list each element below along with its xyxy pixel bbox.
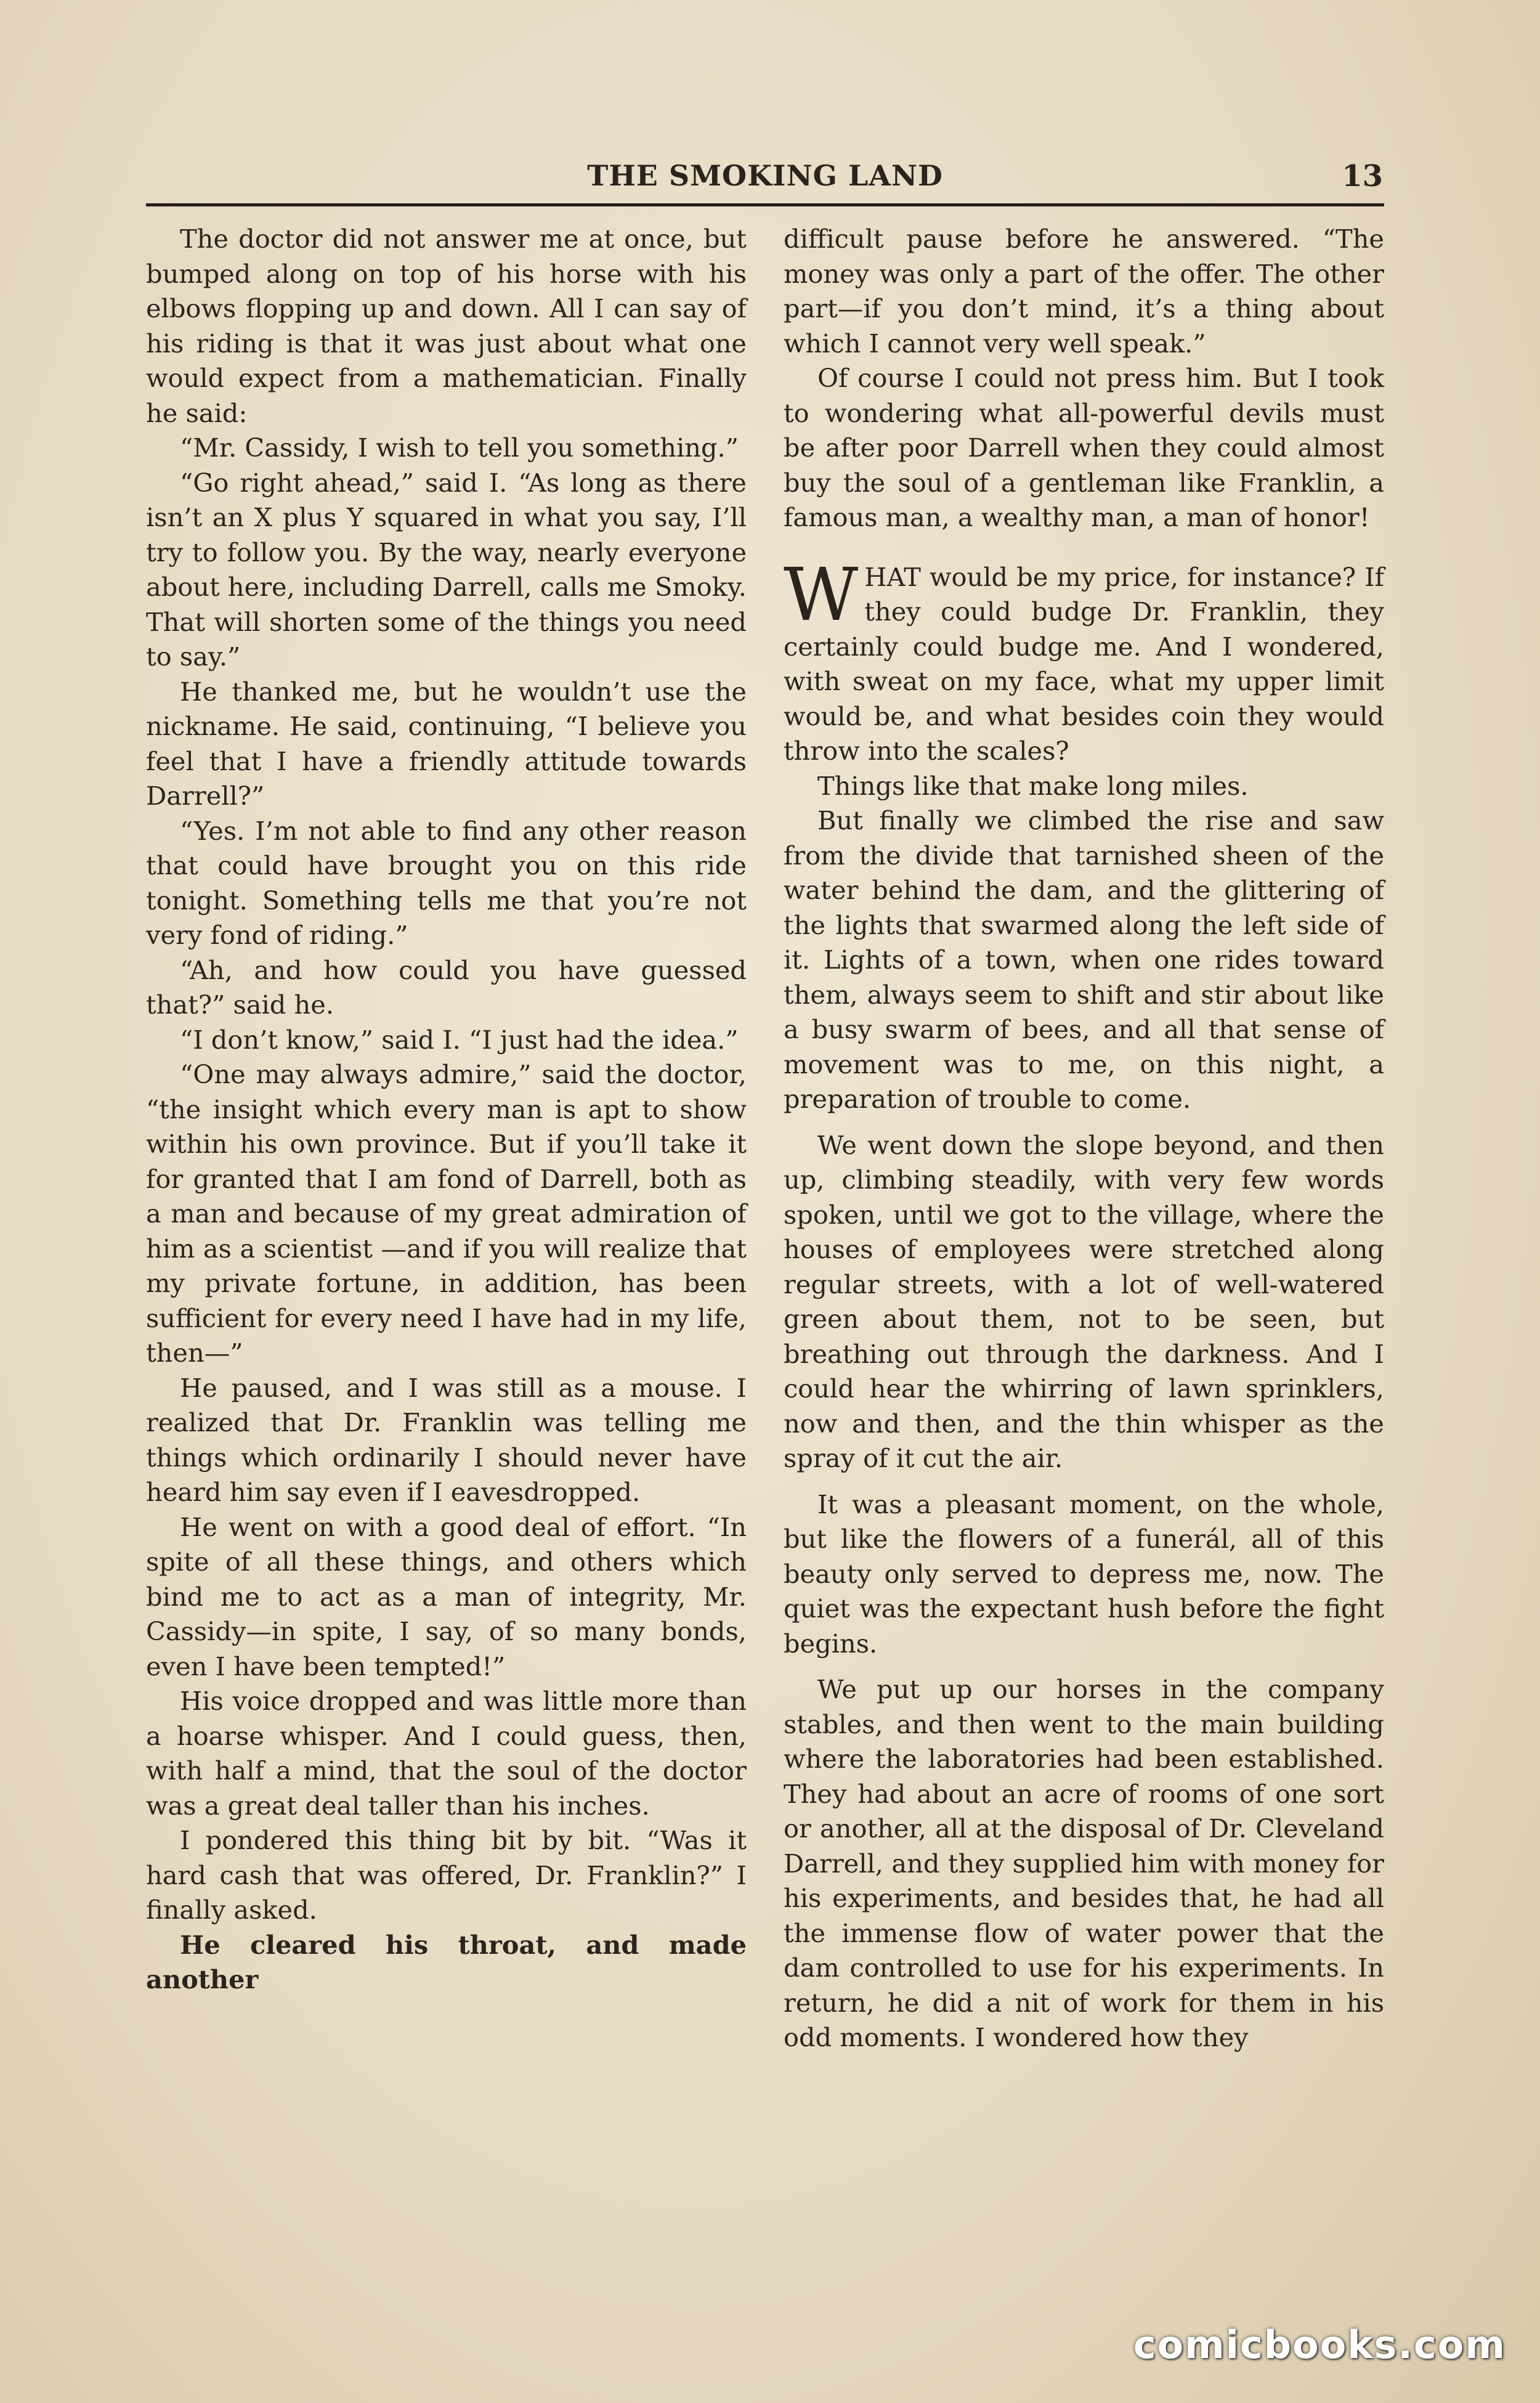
paragraph: “Mr. Cassidy, I wish to tell you something.” (180, 433, 739, 463)
left-column (146, 222, 747, 1998)
paragraph: The doctor did not answer me at once, but bumped along on top of his horse with his elbows flopping up and down. All I can say of his riding is that it was just about what one would expect from a mathematician. Finally he said: (146, 224, 747, 428)
section-opening-paragraph (784, 551, 1384, 769)
paragraph: “Ah, and how could you have guessed that?” said he. (146, 954, 747, 1020)
paragraph: “Yes. I’m not able to find any other reason that could have brought you on this ride tonight. Something tells me that you’re not very fond of riding.” (146, 815, 747, 950)
right-column (784, 222, 1384, 2055)
paragraph: He thanked me, but he wouldn’t use the nickname. He said, continuing, “I believe you feel that I have a friendly attitude towards Darrell?” (146, 676, 747, 811)
paragraph: He went on with a good deal of effort. “In spite of all these things, and others which bind me to act as a man of integrity, Mr. Cassidy—in spite, I say, of so many bonds, even I have been tempted!” (146, 1511, 747, 1681)
site-watermark: comicbooks.com (1133, 2322, 1506, 2367)
drop-cap: W (784, 551, 859, 637)
paragraph: We went down the slope beyond, and then up, climbing steadily, with very few words spoken, until we got to the village, where the houses of employees were stretched along regular streets, with a lot of well-watered green about them, not to be seen, but breathing out through the darkness. And I could hear the whirring of lawn sprinklers, now and then, and the thin whisper as the spray of it cut the air. (784, 1129, 1384, 1473)
paragraph: “One may always admire,” said the doctor, “the insight which every man is apt to show within his own province. But if you’ll take it for granted that I am fond of Darrell, both as a man and because of my great admiration of him as a scientist —and if you will realize that my private fortune, in addition, has been sufficient for every need I have had in my life, then—” (146, 1059, 747, 1368)
paragraph: “Go right ahead,” said I. “As long as there isn’t an X plus Y squared in what you say, I’ll try to follow you. By the way, nearly everyone about here, including Darrell, calls me Smoky. That will shorten some of the things you need to say.” (146, 467, 747, 672)
paragraph: His voice dropped and was little more than a hoarse whisper. And I could guess, then, with half a mind, that the soul of the doctor was a great deal taller than his inches. (146, 1686, 747, 1821)
paragraph: Of course I could not press him. But I took to wondering what all-powerful devils must be after poor Darrell when they could almost buy the soul of a gentleman like Franklin, a famous man, a wealthy man, a man of honor! (784, 363, 1384, 532)
paragraph: But finally we climbed the rise and saw from the divide that tarnished sheen of the water behind the dam, and the glittering of the lights that swarmed along the left side of it. Lights of a town, when one rides toward them, always seem to shift and stir about like a busy swarm of bees, and all that sense of movement was to me, on this night, a preparation of trouble to come. (784, 805, 1384, 1114)
paragraph: Things like that make long miles. (817, 770, 1249, 801)
page-number: 13 (1342, 159, 1383, 193)
paragraph: We put up our horses in the company stables, and then went to the main building where the laboratories had been established. They had about an acre of rooms of one sort or another, all at the disposal of Dr. Cleveland Darrell, and they supplied him with money for his experiments, and besides that, he had all the immense flow of water power that the dam controlled to use for his experiments. In return, he did a nit of work for them in his odd moments. I wondered how they (784, 1674, 1384, 2052)
paragraph-continued: He cleared his throat, and made another (146, 1929, 747, 1994)
paragraph: It was a pleasant moment, on the whole, but like the flowers of a funerál, all of this beauty only served to depress me, now. The quiet was the expectant hush before the fight begins. (784, 1489, 1384, 1659)
paragraph: I pondered this thing bit by bit. “Was it hard cash that was offered, Dr. Franklin?” I finally asked. (146, 1825, 747, 1925)
running-title: THE SMOKING LAND (587, 159, 943, 192)
section-opening-text: HAT would be my price, for instance? If they could budge Dr. Franklin, they certainly could budge me. And I wondered, with sweat on my face, what my upper limit would be, and what besides coin they would throw into the scales? (784, 561, 1384, 766)
header-rule (146, 203, 1384, 206)
page-header (146, 154, 1384, 203)
paragraph: “I don’t know,” said I. “I just had the idea.” (180, 1024, 739, 1055)
paragraph: He paused, and I was still as a mouse. I realized that Dr. Franklin was telling me things which ordinarily I should never have heard him say even if I eavesdropped. (146, 1372, 747, 1507)
paragraph-continuation: difficult pause before he answered. “The money was only a part of the offer. The other part—if you don’t mind, it’s a thing about which I cannot very well speak.” (784, 224, 1384, 359)
